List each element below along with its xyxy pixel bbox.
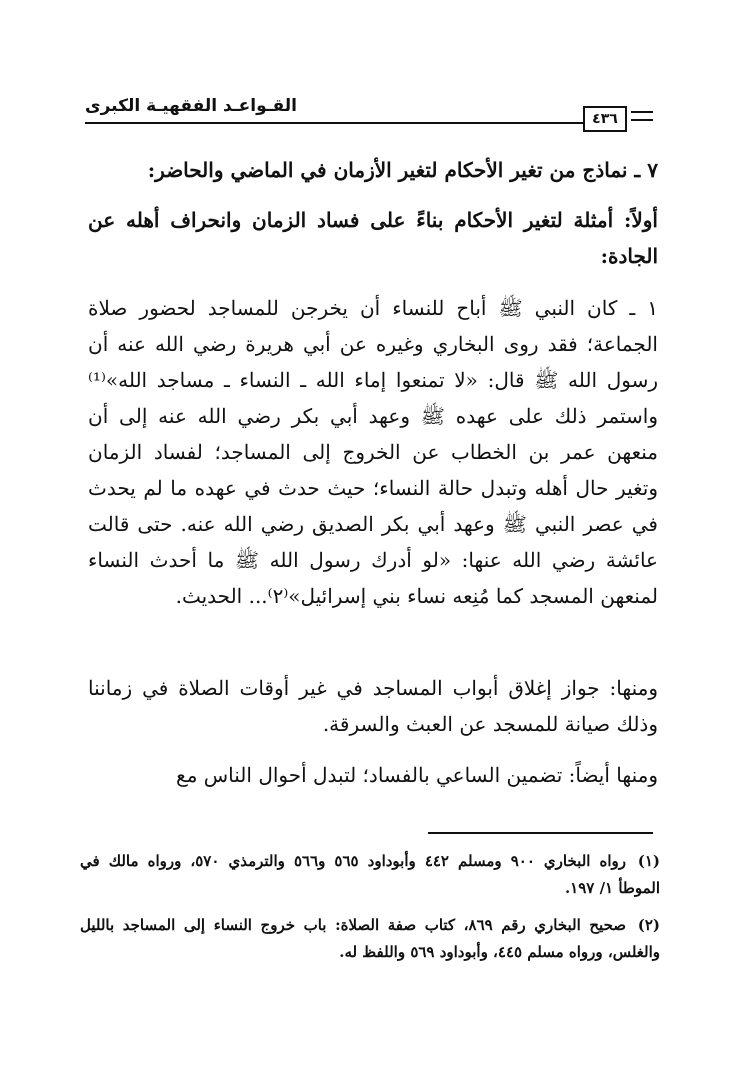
footnote-2-number: (٢) bbox=[637, 916, 660, 934]
page-number: ٤٣٦ bbox=[583, 106, 627, 132]
paragraph-3: ومنها أيضاً: تضمين الساعي بالفساد؛ لتبدل أحوال الناس مع bbox=[176, 763, 658, 787]
subsection-title: أولاً: أمثلة لتغير الأحكام بناءً على فساد الزمان وانحراف أهله عن الجادة: bbox=[88, 208, 658, 268]
running-header bbox=[85, 96, 653, 136]
header-rule bbox=[85, 122, 590, 124]
footnote-1-number: (١) bbox=[637, 852, 660, 870]
paragraph-1: ١ ـ كان النبي ﷺ أباح للنساء أن يخرجن للمساجد لحضور صلاة الجماعة؛ فقد روى البخاري وغيره عن أبي هريرة رضي الله عنه أن رسول الله ﷺ قال: «لا تمنعوا إماء الله ـ النساء ـ مساجد الله»⁽¹⁾ واستمر ذلك على عهده ﷺ وعهد أبي بكر رضي الله عنه إلى أن منعهن عمر بن الخطاب عن الخروج إلى المساجد؛ لفساد الزمان وتغير حال أهله وتبدل حالة النساء؛ حيث حدث في عهده ما لم يحدث في عصر النبي ﷺ وعهد أبي بكر الصديق رضي الله عنه. حتى قالت عائشة رضي الله عنها: «لو أدرك رسول الله ﷺ ما أحدث النساء لمنعهن المسجد كما مُنِعه نساء بني إسرائيل»⁽٢⁾... الحديث. bbox=[88, 296, 658, 608]
paragraph-2: ومنها: جواز إغلاق أبواب المساجد في غير أوقات الصلاة في زماننا وذلك صيانة للمسجد عن العبث والسرقة. bbox=[88, 676, 658, 736]
footnote-1-text: رواه البخاري ٩٠٠ ومسلم ٤٤٢ وأبوداود ٥٦٥ و٥٦٦ والترمذي ٥٧٠، ورواه مالك في الموطأ ١/ ١٩٧. bbox=[80, 852, 660, 897]
running-header-title: القـواعـد الفقهيـة الكبرى bbox=[85, 96, 297, 116]
section-title: ٧ ـ نماذج من تغير الأحكام لتغير الأزمان في الماضي والحاضر: bbox=[147, 158, 658, 182]
footnote-separator bbox=[428, 832, 653, 834]
header-double-line bbox=[631, 111, 653, 121]
footnote-2 bbox=[80, 912, 660, 966]
footnote-1 bbox=[80, 848, 660, 902]
footnote-2-text: صحيح البخاري رقم ٨٦٩، كتاب صفة الصلاة: باب خروج النساء إلى المساجد بالليل والغلس، ورواه مسلم ٤٤٥، وأبوداود ٥٦٩ واللفظ له. bbox=[80, 916, 660, 961]
